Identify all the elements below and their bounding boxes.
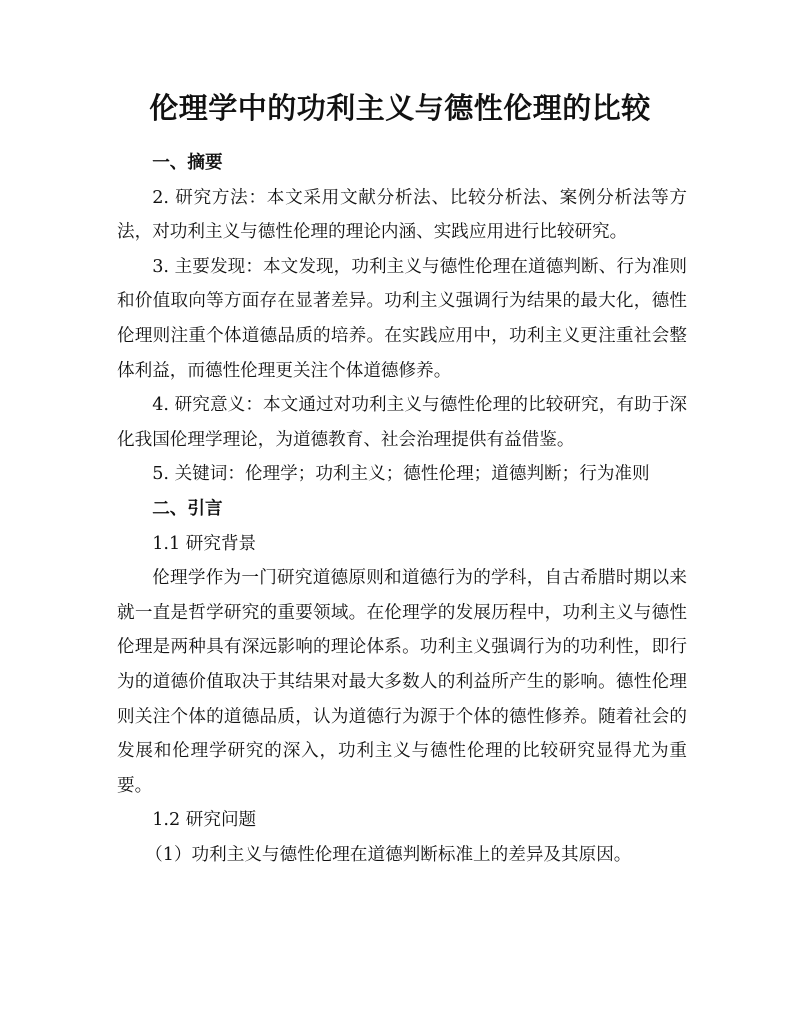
subheading-background: 1.1 研究背景 (152, 533, 257, 554)
subheading-questions: 1.2 研究问题 (152, 810, 257, 831)
document-body (117, 146, 687, 872)
paragraph-method: 2. 研究方法：本文采用文献分析法、比较分析法、案例分析法等方法，对功利主义与德性伦理的理论内涵、实践应用进行比较研究。 (117, 187, 687, 243)
section-heading-intro: 二、引言 (152, 498, 223, 519)
paragraph-significance: 4. 研究意义：本文通过对功利主义与德性伦理的比较研究，有助于深化我国伦理学理论，为道德教育、社会治理提供有益借鉴。 (117, 395, 687, 450)
paragraph-keywords: 5. 关键词：伦理学；功利主义；德性伦理；道德判断；行为准则 (152, 464, 650, 485)
paragraph-background: 伦理学作为一门研究道德原则和道德行为的学科，自古希腊时期以来就一直是哲学研究的重要领域。在伦理学的发展历程中，功利主义与德性伦理是两种具有深远影响的理论体系。功利主义强调行为的功利性，即行为的道德价值取决于其结果对最大多数人的利益所产生的影响。德性伦理则关注个体的道德品质，认为道德行为源于个体的德性修养。随着社会的发展和伦理学研究的深入，功利主义与德性伦理的比较研究显得尤为重要。 (117, 568, 687, 796)
list-item-question-1: （1）功利主义与德性伦理在道德判断标准上的差异及其原因。 (145, 844, 632, 865)
document-title: 伦理学中的功利主义与德性伦理的比较 (149, 91, 651, 125)
paragraph-findings: 3. 主要发现：本文发现，功利主义与德性伦理在道德判断、行为准则和价值取向等方面存在显著差异。功利主义强调行为结果的最大化，德性伦理则注重个体道德品质的培养。在实践应用中，功利主义更注重社会整体利益，而德性伦理更关注个体道德修养。 (117, 256, 687, 381)
section-heading-abstract: 一、摘要 (152, 153, 223, 173)
